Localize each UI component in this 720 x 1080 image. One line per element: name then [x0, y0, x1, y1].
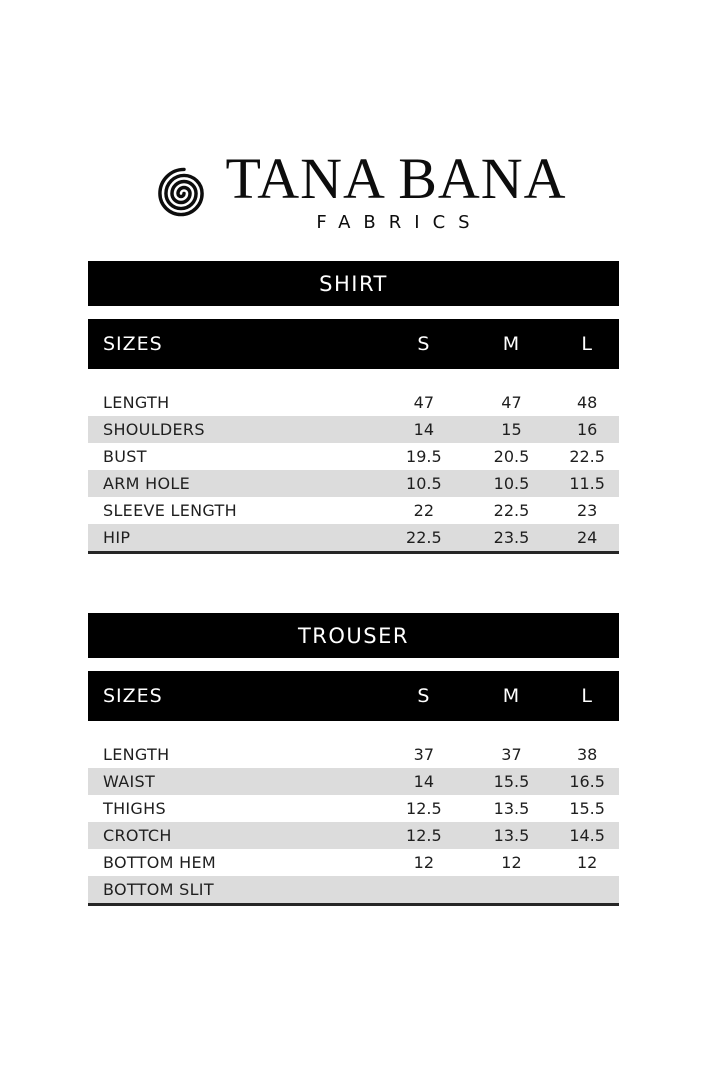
row-value-l: 14.5 [569, 826, 605, 845]
row-label: BUST [103, 447, 147, 466]
row-value-m: 15 [501, 420, 522, 439]
spiral-icon [153, 164, 209, 220]
sizes-label: SIZES [103, 685, 163, 707]
table-row [88, 876, 619, 903]
row-value-l: 24 [576, 528, 598, 547]
row-value-m: 13.5 [493, 826, 530, 845]
row-label: THIGHS [103, 799, 166, 818]
row-label: SHOULDERS [103, 420, 205, 439]
column-header-m: M [502, 333, 521, 355]
trouser-size-table [88, 613, 619, 906]
row-value-m: 20.5 [493, 447, 530, 466]
row-value-m: 47 [501, 393, 522, 412]
column-header-s: S [417, 685, 431, 707]
row-label: BOTTOM HEM [103, 853, 216, 872]
row-value-s: 47 [413, 393, 435, 412]
trouser-table-rows [88, 741, 619, 906]
sizes-label: SIZES [103, 333, 163, 355]
row-value-s: 14 [413, 772, 435, 791]
row-label: CROTCH [103, 826, 172, 845]
table-row [88, 443, 619, 470]
table-row [88, 389, 619, 416]
row-value-s: 14 [413, 420, 435, 439]
row-value-m: 10.5 [493, 474, 530, 493]
brand-name: TANA BANA [225, 146, 567, 211]
shirt-sizes-header-row [88, 319, 619, 369]
trouser-title-bar: TROUSER [88, 613, 619, 658]
column-header-m: M [502, 685, 521, 707]
row-value-l: 15.5 [569, 799, 605, 818]
row-label: HIP [103, 528, 131, 547]
row-label: SLEEVE LENGTH [103, 501, 237, 520]
table-row [88, 741, 619, 768]
column-header-l: L [581, 333, 593, 355]
column-header-l: L [581, 685, 593, 707]
brand-logo [0, 146, 720, 233]
row-value-m: 15.5 [493, 772, 530, 791]
row-value-l: 48 [576, 393, 598, 412]
row-value-s: 10.5 [406, 474, 442, 493]
table-row [88, 524, 619, 551]
row-value-m: 23.5 [493, 528, 530, 547]
shirt-table-rows [88, 389, 619, 554]
row-value-s: 12.5 [406, 799, 442, 818]
row-label: ARM HOLE [103, 474, 191, 493]
shirt-title-bar: SHIRT [88, 261, 619, 306]
row-value-s: 12 [413, 853, 435, 872]
table-row [88, 795, 619, 822]
row-value-l: 22.5 [569, 447, 605, 466]
row-value-l: 23 [576, 501, 598, 520]
row-value-s: 22 [413, 501, 435, 520]
row-value-m: 22.5 [493, 501, 530, 520]
table-row [88, 416, 619, 443]
table-row [88, 768, 619, 795]
trouser-sizes-header-row [88, 671, 619, 721]
shirt-size-table [88, 261, 619, 554]
row-label: WAIST [103, 772, 156, 791]
row-value-m: 12 [501, 853, 522, 872]
row-value-s: 12.5 [406, 826, 442, 845]
row-value-s: 19.5 [406, 447, 442, 466]
row-value-s: 22.5 [406, 528, 442, 547]
table-row [88, 849, 619, 876]
row-value-l: 16 [576, 420, 598, 439]
row-value-l: 16.5 [569, 772, 605, 791]
row-value-l: 11.5 [569, 474, 605, 493]
table-row [88, 497, 619, 524]
table-row [88, 470, 619, 497]
row-value-s: 37 [413, 745, 435, 764]
row-label: LENGTH [103, 393, 170, 412]
row-label: LENGTH [103, 745, 170, 764]
row-value-l: 38 [576, 745, 598, 764]
column-header-s: S [417, 333, 431, 355]
row-value-m: 13.5 [493, 799, 530, 818]
row-value-m: 37 [501, 745, 522, 764]
table-row [88, 822, 619, 849]
brand-subtitle: FABRICS [316, 212, 483, 233]
brand-wordmark [225, 146, 567, 233]
row-value-l: 12 [576, 853, 598, 872]
row-label: BOTTOM SLIT [103, 880, 214, 899]
